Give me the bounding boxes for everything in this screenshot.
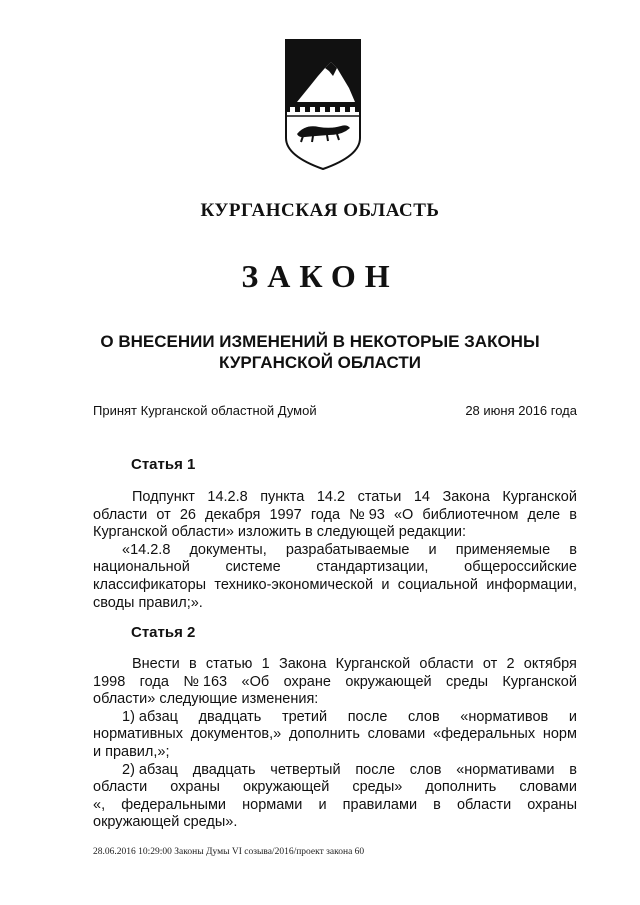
word: 14 [413, 489, 430, 505]
document-title [60, 331, 580, 373]
word: 1997 [269, 506, 302, 523]
word: окружающей [243, 779, 330, 796]
word: и [428, 541, 437, 558]
article-1-body [93, 489, 577, 612]
word: 2) абзац [122, 761, 178, 778]
word: статьи [357, 489, 402, 505]
word: № 163 [183, 673, 228, 690]
word: общероссийские [464, 559, 577, 576]
word: деле [527, 506, 561, 523]
word: 2 [506, 656, 515, 672]
text-line [93, 577, 577, 595]
word: статью [205, 656, 253, 672]
word: информации, [486, 576, 577, 593]
word: в [433, 796, 441, 813]
word: от [482, 656, 498, 672]
word: области [93, 506, 148, 523]
word: «Об [241, 673, 270, 690]
word: 1998 [93, 673, 126, 690]
word: национальной [93, 559, 190, 576]
word: Курганской [335, 656, 411, 672]
word: среды» [352, 779, 403, 796]
text-line [93, 489, 577, 507]
footer-stamp: 28.06.2016 10:29:00 Законы Думы VI созыва/2016/проект закона 60 [93, 847, 365, 857]
word: документов,» [190, 726, 282, 743]
adoption-row [93, 403, 577, 423]
word: слов [408, 708, 440, 725]
word: области [419, 656, 474, 672]
word: «федеральных [433, 726, 536, 743]
word: и [568, 708, 577, 725]
word: классификаторы [93, 576, 207, 593]
text-line: области» следующие изменения: [93, 691, 319, 708]
text-line [93, 674, 577, 692]
word: после [347, 708, 388, 725]
word: нормами [242, 796, 303, 813]
word: октября [523, 656, 577, 672]
word: № 93 [349, 506, 385, 523]
word: стандартизации, [316, 559, 429, 576]
text-line [93, 656, 577, 674]
document-title-line: О ВНЕСЕНИИ ИЗМЕНЕНИЙ В НЕКОТОРЫЕ ЗАКОНЫ [100, 332, 540, 351]
word: в [569, 761, 577, 778]
word: социальной [397, 576, 478, 593]
word: дополнить [288, 726, 360, 743]
word: словами [367, 726, 426, 743]
word: нормативных [93, 726, 183, 743]
word: пункта [260, 489, 305, 505]
word: и [318, 796, 327, 813]
adopted-by: Принят Курганской областной Думой [93, 403, 317, 418]
word: 14.2 [316, 489, 346, 505]
word: в [188, 656, 197, 672]
word: системе [225, 559, 281, 576]
word: охране [283, 673, 331, 690]
text-line [93, 726, 577, 744]
text-line [93, 542, 577, 560]
word: Курганской [502, 489, 577, 505]
text-line [93, 797, 577, 815]
word: Подпункт [132, 489, 195, 505]
word: 14.2.8 [207, 489, 248, 505]
word: третий [281, 708, 328, 725]
document-title-line: КУРГАНСКОЙ ОБЛАСТИ [219, 353, 421, 372]
text-line: и правил,»; [93, 743, 170, 760]
word: словами [519, 779, 577, 796]
word: области [456, 796, 512, 813]
word: разрабатываемые [285, 541, 410, 558]
word: в [569, 506, 577, 523]
word: после [355, 761, 396, 778]
text-line [93, 507, 577, 525]
word: декабря [205, 506, 261, 523]
region-name: КУРГАНСКАЯ ОБЛАСТЬ [200, 200, 440, 221]
word: года [139, 673, 169, 690]
word: двадцать [192, 761, 256, 778]
word: применяемые [455, 541, 551, 558]
text-line: окружающей среды». [93, 814, 238, 831]
word: области [93, 779, 148, 796]
text-line: Курганской области» изложить в следующей редакции: [93, 524, 466, 541]
word: четвертый [270, 761, 341, 778]
word: дополнить [425, 779, 497, 796]
word: охраны [527, 796, 577, 813]
word: «нормативами [456, 761, 555, 778]
article-1-title: Статья 1 [131, 456, 196, 473]
word: охраны [170, 779, 220, 796]
word: «14.2.8 [122, 541, 171, 558]
adoption-date: 28 июня 2016 года [465, 403, 577, 418]
word: окружающей [345, 673, 432, 690]
word: «, [93, 796, 106, 813]
word: технико-экономической [214, 576, 374, 593]
word: федеральными [121, 796, 227, 813]
word: Закона [442, 489, 490, 505]
article-2-title: Статья 2 [131, 624, 196, 641]
word: и [381, 576, 390, 593]
word: 1 [261, 656, 270, 672]
word: Закона [278, 656, 327, 672]
word: документы, [189, 541, 267, 558]
text-line [93, 559, 577, 577]
article-2-body [93, 656, 577, 832]
text-line: своды правил;». [93, 594, 203, 611]
word: двадцать [198, 708, 262, 725]
word: среды [446, 673, 488, 690]
word: «О [393, 506, 414, 523]
word: 1) абзац [122, 708, 178, 725]
word: библиотечном [422, 506, 519, 523]
coat-of-arms-icon [283, 38, 363, 170]
word: 26 [179, 506, 196, 523]
word: Курганской [502, 673, 577, 690]
word: Внести [132, 656, 180, 672]
text-line [93, 779, 577, 797]
word: года [310, 506, 341, 523]
text-line [93, 709, 577, 727]
text-line [93, 762, 577, 780]
document-type: ЗАКОН [241, 258, 399, 294]
word: в [569, 541, 577, 558]
word: правилами [342, 796, 418, 813]
word: норм [542, 726, 577, 743]
word: слов [409, 761, 442, 778]
word: от [156, 506, 171, 523]
word: «нормативов [460, 708, 549, 725]
